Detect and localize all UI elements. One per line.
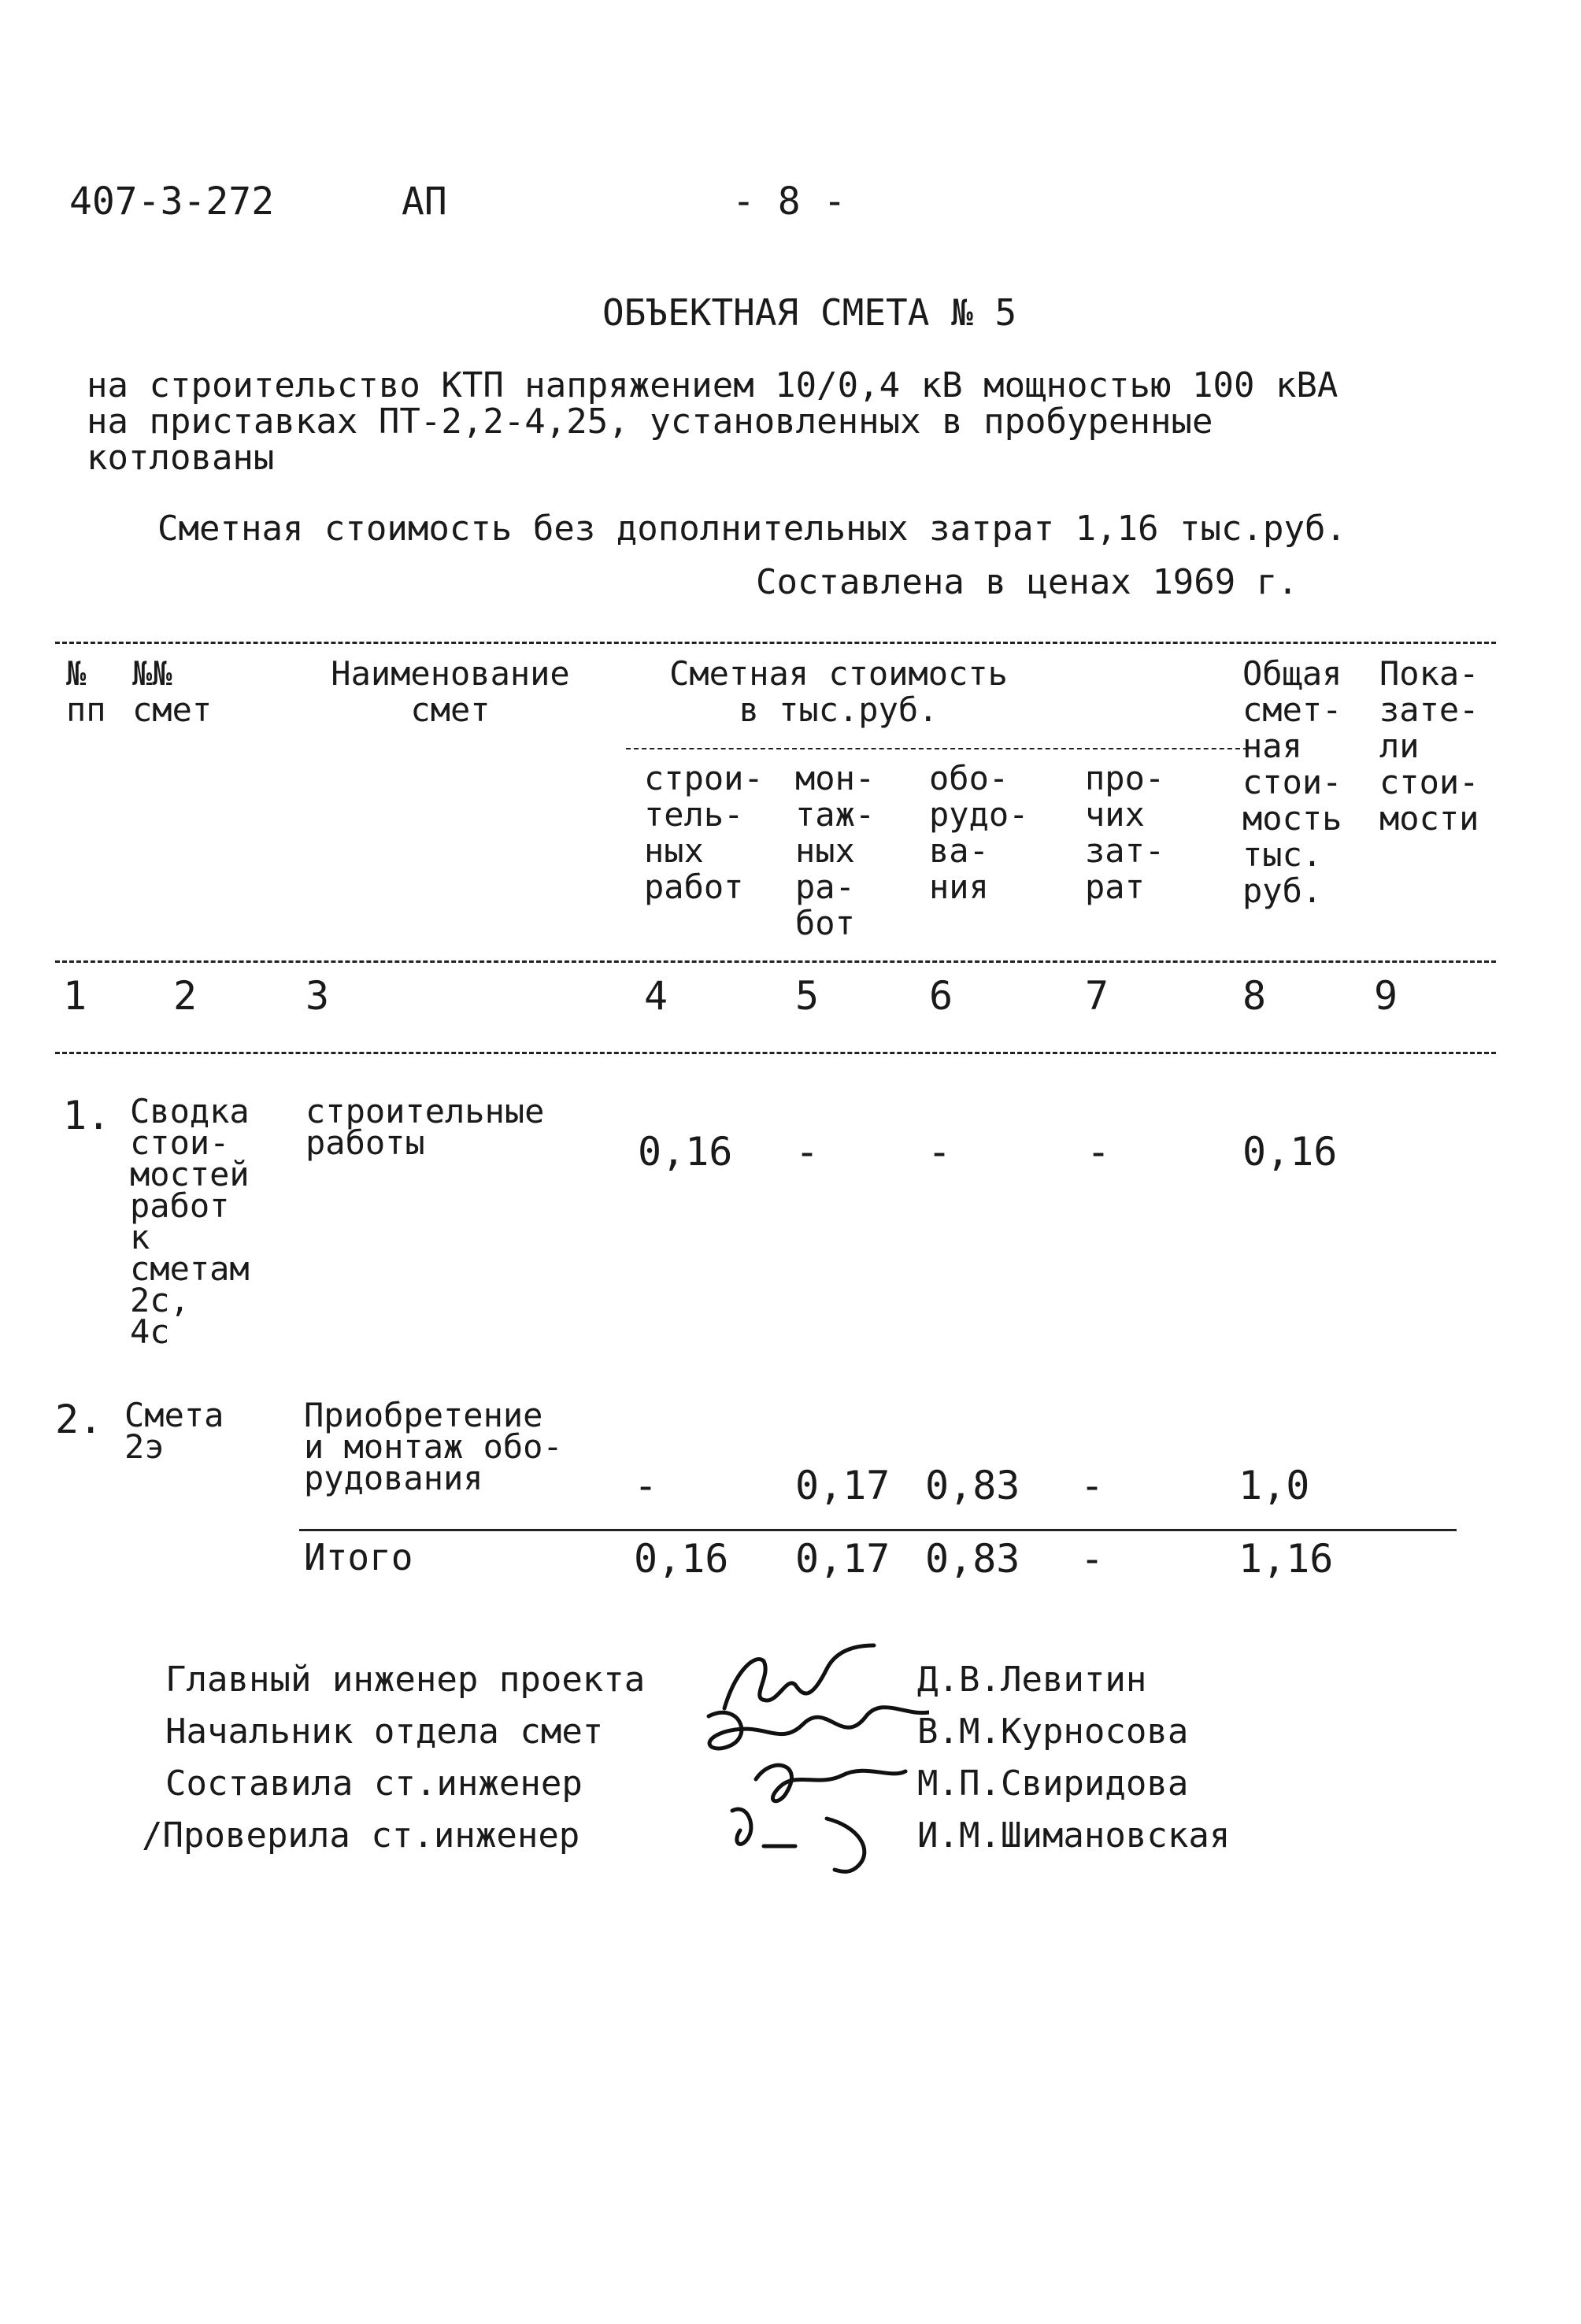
header-col-other: про- чих зат- рат	[1085, 759, 1165, 906]
header-col-total: Общая смет- ная стои- мость тыс. руб.	[1242, 654, 1342, 910]
row-1-total: 0,16	[1242, 1129, 1338, 1175]
column-number: 2	[173, 973, 198, 1019]
header-col-estimate-numbers: №№ смет	[132, 654, 213, 729]
row-1-name: строительные работы	[305, 1092, 545, 1162]
column-number: 5	[795, 973, 820, 1019]
row-2-name: Приобретение и монтаж обо- рудования	[304, 1396, 563, 1497]
row-2-equipment: 0,83	[925, 1463, 1020, 1508]
signature-name: Д.В.Левитин	[917, 1660, 1147, 1700]
total-installation: 0,17	[795, 1536, 890, 1582]
signature-role: Составила ст.инженер	[165, 1763, 583, 1804]
prices-year-line: Составлена в ценах 1969 г.	[756, 562, 1298, 602]
row-1-construction: 0,16	[638, 1129, 733, 1175]
row-2-installation: 0,17	[795, 1463, 890, 1508]
row-1-other: -	[1087, 1129, 1111, 1175]
column-number: 1	[63, 973, 87, 1019]
estimate-cost-line: Сметная стоимость без дополнительных затрат 1,16 тыс.руб.	[157, 509, 1346, 549]
total-label: Итого	[304, 1536, 413, 1578]
column-numbers-rule	[55, 1052, 1496, 1054]
header-col-construction: строи- тель- ных работ	[644, 759, 764, 906]
row-1-equipment: -	[927, 1129, 952, 1175]
signature-role: Начальник отдела смет	[165, 1712, 604, 1752]
handwritten-signatures	[693, 1622, 929, 1882]
signature-role: Главный инженер проекта	[165, 1660, 646, 1700]
total-construction: 0,16	[634, 1536, 729, 1582]
signature-name: И.М.Шимановская	[917, 1815, 1231, 1856]
group-sub-rule	[626, 748, 1248, 749]
row-1-installation: -	[795, 1129, 820, 1175]
total-other: -	[1080, 1536, 1105, 1582]
row-2-construction: -	[634, 1463, 658, 1508]
table-top-rule	[55, 642, 1496, 644]
column-number: 7	[1085, 973, 1109, 1019]
subtitle-line-1: на строительство КТП напряжением 10/0,4 кВ мощностью 100 кВА	[87, 365, 1338, 405]
row-1-estimate: Сводка стои- мостей работ к сметам 2с, 4с	[130, 1092, 250, 1351]
header-col-installation: мон- таж- ных ра- бот	[795, 759, 876, 942]
row-1-number: 1.	[63, 1093, 111, 1138]
header-col-estimate-name: Наименование смет	[331, 654, 570, 729]
column-number: 3	[305, 973, 330, 1019]
column-number: 4	[644, 973, 668, 1019]
signature-role: /Проверила ст.инженер	[142, 1815, 580, 1856]
header-col-equipment: обо- рудо- ва- ния	[929, 759, 1029, 906]
total-sum: 1,16	[1239, 1536, 1334, 1582]
header-cost-group: Сметная стоимость в тыс.руб.	[669, 654, 1008, 729]
header-col-indicators: Пока- зате- ли стои- мости	[1379, 654, 1479, 838]
row-2-estimate: Смета 2э	[124, 1396, 224, 1466]
document-title: ОБЪЕКТНАЯ СМЕТА № 5	[602, 291, 1017, 334]
row-2-other: -	[1080, 1463, 1105, 1508]
section-code: АП	[402, 179, 447, 224]
row-2-number: 2.	[55, 1397, 103, 1442]
total-top-rule	[299, 1529, 1457, 1531]
subtitle-line-2: на приставках ПТ-2,2-4,25, установленных в пробуренные	[87, 402, 1213, 442]
page-number: - 8 -	[732, 179, 846, 224]
column-number: 8	[1242, 973, 1267, 1019]
subtitle-line-3: котлованы	[87, 438, 275, 478]
header-bottom-rule	[55, 960, 1496, 963]
row-2-total: 1,0	[1239, 1463, 1310, 1508]
document-code: 407-3-272	[69, 179, 275, 224]
signature-name: М.П.Свиридова	[917, 1763, 1189, 1804]
column-number: 9	[1374, 973, 1398, 1019]
total-equipment: 0,83	[925, 1536, 1020, 1582]
header-col-number: № пп	[66, 654, 106, 729]
signature-name: В.М.Курносова	[917, 1712, 1189, 1752]
column-number: 6	[929, 973, 953, 1019]
